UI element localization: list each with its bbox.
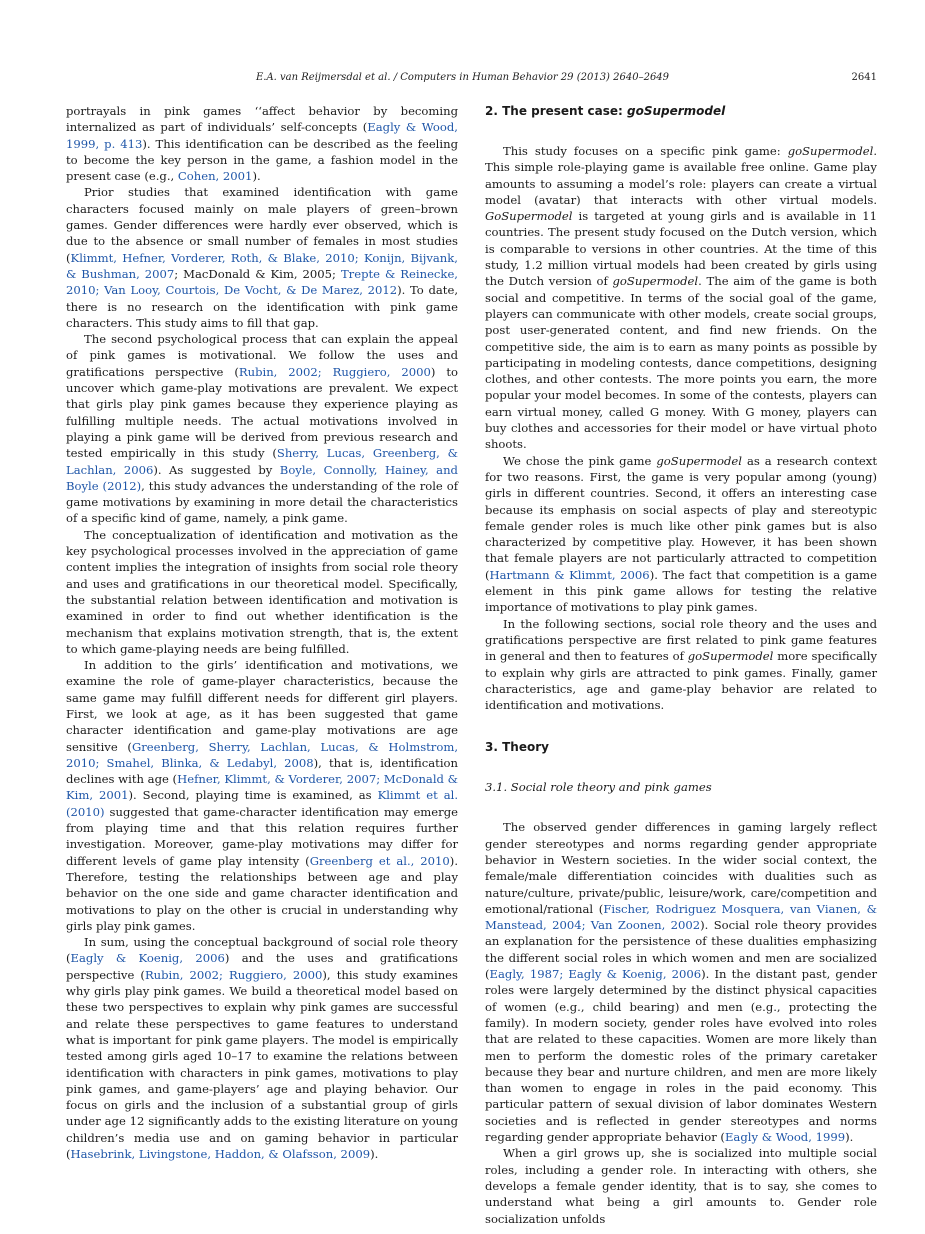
citation-link[interactable]: Sherry, Lucas, Greenberg, & Lachlan, 2006 [66, 446, 458, 477]
text-run: ). [252, 169, 261, 184]
emphasis-text: goSupermodel [787, 144, 874, 158]
text-run: suggested that game-character identification may emerge from playing time and that this relation requires further investigation. Moreover, game-play motivations may differ for different levels of game play intensity ( [66, 804, 458, 868]
paragraph [485, 819, 877, 1145]
text-run: In addition to the girls’ identification and motivations, we examine the role of game-player characteristics, because the same game may fulfill different needs for different girl players. First, we look at age, as it has been suggested that game character identification and game-play motivations are age sensitive ( [66, 658, 458, 754]
paragraph [66, 934, 458, 1162]
emphasis-text: goSupermodel [612, 274, 699, 289]
text-run: ), that is, identification declines with age ( [66, 755, 458, 787]
text-run: ). To date, there is no research on the identification with pink game characters. This study aims to fill that gap. [66, 283, 459, 330]
emphasis-text: GoSupermodel [485, 209, 573, 224]
text-run: , this study advances the understanding of the role of game motivations by examining in more detail the characteristics of a specific kind of game, namely, a pink game. [66, 478, 458, 526]
text-run: Prior studies that examined identification with game characters focused mainly on male players of green–brown games. Gender differences were hardly ever observed, which is due to the absence or small number of females in most studies ( [66, 185, 458, 265]
text-run: ). Second, playing time is examined, as [128, 788, 378, 803]
citation-link[interactable]: Fischer, Rodriguez Mosquera, van Vianen, & Manstead, 2004; Van Zoonen, 2002 [485, 901, 877, 933]
text-run: The observed gender differences in gaming largely reflect gender stereotypes and norms regarding gender appropriate behavior in Western societies. In the wider social context, the female/male differentiation coincides with dualities such as nature/culture, private/public, leisure/work, care/competition and emotional/rational ( [485, 820, 877, 916]
text-run: ). Social role theory provides an explanation for the persistence of these dualities emphasizing the different social roles in which women and men are socialized ( [485, 918, 877, 982]
text-run: We chose the pink game [503, 453, 657, 468]
text-run: ) and the uses and gratifications perspective ( [66, 951, 458, 982]
text-run: The conceptualization of identification and motivation as the key psychological processes involved in the appreciation of game content implies the integration of insights from social role theory and uses and gratifications in our theoretical model. Specifically, the substantial relation between identification and motivation is examined in order to find out whether identification is the mechanism that explains motivation strength, that is, the extent to which game-playing needs are being fulfilled. [66, 527, 458, 656]
text-run: ). [370, 1147, 379, 1161]
text-run: ). Therefore, testing the relationships between age and play behavior on the one side and game character identification and motivations to play on the other is crucial in understanding why girls play pink games. [66, 853, 459, 933]
left-column [66, 103, 458, 1162]
paragraph [485, 1145, 877, 1226]
subsection-heading: 3.1. Social role theory and pink games [485, 780, 712, 795]
text-run: portrayals in pink games ‘‘affect behavior by becoming internalized as part of individuals’ self-concepts ( [66, 104, 458, 135]
citation-link[interactable]: Rubin, 2002; Ruggiero, 2000 [144, 967, 323, 982]
right-column [485, 103, 877, 1227]
section-heading-game: goSupermodel [626, 104, 726, 118]
text-run: ). As suggested by [153, 462, 280, 477]
text-run: more specifically to explain why girls are attracted to pink games. Finally, gamer characteristics, age and game-play behavior are related to identification and motivations. [485, 649, 877, 713]
section-heading [485, 103, 877, 119]
running-head: E.A. van Reijmersdal et al. / Computers in Human Behavior 29 (2013) 2640–2649 [255, 72, 670, 83]
text-run: ; MacDonald & Kim, 2005; [174, 266, 341, 281]
text-run: ), this study examines why girls play pink games. We build a theoretical model based on these two perspectives to explain why pink games are successful and relate these perspectives to game features to understand what is important for pink game players. The model is empirically tested among girls aged 10–17 to examine the relations between identification with characters in pink games, motivations to play pink games, and game-players’ age and playing behavior. Our focus on girls and the inclusion of a substantial group of girls under age 12 significantly adds to the existing literature on young children’s media use and on gaming behavior in particular ( [66, 967, 458, 1161]
citation-link[interactable]: Hefner, Klimmt, & Vorderer, 2007; McDonald & Kim, 2001 [66, 772, 458, 803]
paragraph [485, 616, 877, 714]
text-run: ). This identification can be described as the feeling to become the key person in the game, a fashion model in the present case (e.g., [66, 136, 458, 184]
page-number: 2641 [851, 72, 877, 83]
text-run: ). The fact that competition is a game element in this pink game allows for testing the relative importance of motivations to play pink games. [485, 567, 878, 615]
citation-link[interactable]: Klimmt et al. (2010) [66, 788, 459, 819]
paragraph [485, 143, 877, 453]
citation-link[interactable]: Greenberg et al., 2010 [309, 853, 450, 868]
citation-link[interactable]: Greenberg, Sherry, Lachlan, Lucas, & Holmstrom, 2010; Smahel, Blinka, & Ledabyl, 2008 [66, 739, 459, 770]
citation-link[interactable]: Eagly & Wood, 1999, p. 413 [66, 120, 458, 151]
section-heading: 3. Theory [485, 740, 549, 755]
text-run: as a research context for two reasons. First, the game is very popular among (young) girls in different countries. Second, it offers an interesting case because its emphasis on social aspects of play and stereotypic female gender roles is much like other pink games but is also characterized by competitive play. However, it has been shown that female players are not particularly attracted to competition ( [485, 453, 877, 582]
page-header [0, 72, 925, 88]
text-run: ) to uncover which game-play motivations are prevalent. We expect that girls play pink games because they experience playing as fulfilling multiple needs. The actual motivations involved in playing a pink game will be derived from previous research and tested empirically in this study ( [66, 364, 458, 461]
paragraph [66, 103, 458, 184]
text-run: ). In the distant past, gender roles were largely determined by the distinct physical capacities of women (e.g., child bearing) and men (e.g., protecting the family). In modern society, gender roles have evolved into roles that are related to these capacities. Women are more likely than men to perform the domestic roles of the primary caretaker because they bear and nurture children, and men are more likely than women to engage in roles in the paid economy. This particular pattern of sexual division of labor dominates Western societies and is reflected in gender stereotypes and norms regarding gender appropriate behavior ( [485, 967, 877, 1145]
text-run: In the following sections, social role theory and the uses and gratifications perspective are first related to pink game features in general and then to features of [485, 616, 877, 664]
text-run: In sum, using the conceptual background of social role theory ( [66, 935, 458, 966]
paragraph [66, 184, 458, 331]
citation-link[interactable]: Eagly, 1987; Eagly & Koenig, 2006 [489, 967, 702, 982]
section-heading-text: 2. The present case: [485, 104, 627, 118]
citation-link[interactable]: Hasebrink, Livingstone, Haddon, & Olafsson, 2009 [70, 1147, 371, 1161]
text-run: . This simple role-playing game is available free online. Game play amounts to assuming a model’s role: players can create a virtual model (avatar) that interacts with other virtual models. [485, 144, 877, 207]
section-gap [485, 713, 877, 739]
text-run: ). [845, 1130, 854, 1145]
citation-link[interactable]: Klimmt, Hefner, Vorderer, Roth, & Blake, 2010; Konijn, Bijvank, & Bushman, 2007 [66, 250, 458, 281]
citation-link[interactable]: Boyle, Connolly, Hainey, and Boyle (2012) [66, 462, 458, 493]
paragraph [66, 331, 458, 527]
paragraph [66, 657, 458, 934]
citation-link[interactable]: Eagly & Wood, 1999 [724, 1130, 846, 1145]
citation-link[interactable]: Rubin, 2002; Ruggiero, 2000 [238, 364, 431, 379]
citation-link[interactable]: Cohen, 2001 [177, 169, 253, 184]
paragraph [66, 527, 458, 657]
text-run: . The aim of the game is both social and competitive. In terms of the social goal of the game, players can communicate with other models, create social groups, post user-generated content, and find new friends. On the competitive side, the aim is to earn as many points as possible by participating in modeling contests, dance competitions, designing clothes, and other contests. The more points you earn, the more popular your model becomes. In some of the contests, players can earn virtual money, called G money. With G money, players can buy clothes and accessories for their model or have virtual photo shoots. [485, 274, 877, 452]
text-run: The second psychological process that can explain the appeal of pink games is motivational. We follow the uses and gratifications perspective ( [66, 332, 458, 379]
text-run: is targeted at young girls and is available in 11 countries. The present study focused on the Dutch version, which is comparable to versions in other countries. At the time of this study, 1.2 million virtual models had been created by girls using the Dutch version of [485, 209, 877, 289]
paragraph [485, 453, 877, 616]
text-run: This study focuses on a specific pink game: [503, 144, 788, 158]
text-run: When a girl grows up, she is socialized into multiple social roles, including a gender role. In interacting with others, she develops a female gender identity, that is to say, she comes to understand what being a girl amounts to. Gender role socialization unfolds [485, 1146, 877, 1226]
citation-link[interactable]: Trepte & Reinecke, 2010; Van Looy, Courtois, De Vocht, & De Marez, 2012 [66, 266, 458, 298]
emphasis-text: goSupermodel [687, 649, 774, 664]
emphasis-text: goSupermodel [656, 453, 742, 468]
citation-link[interactable]: Eagly & Koenig, 2006 [70, 951, 225, 966]
citation-link[interactable]: Hartmann & Klimmt, 2006 [489, 567, 650, 582]
